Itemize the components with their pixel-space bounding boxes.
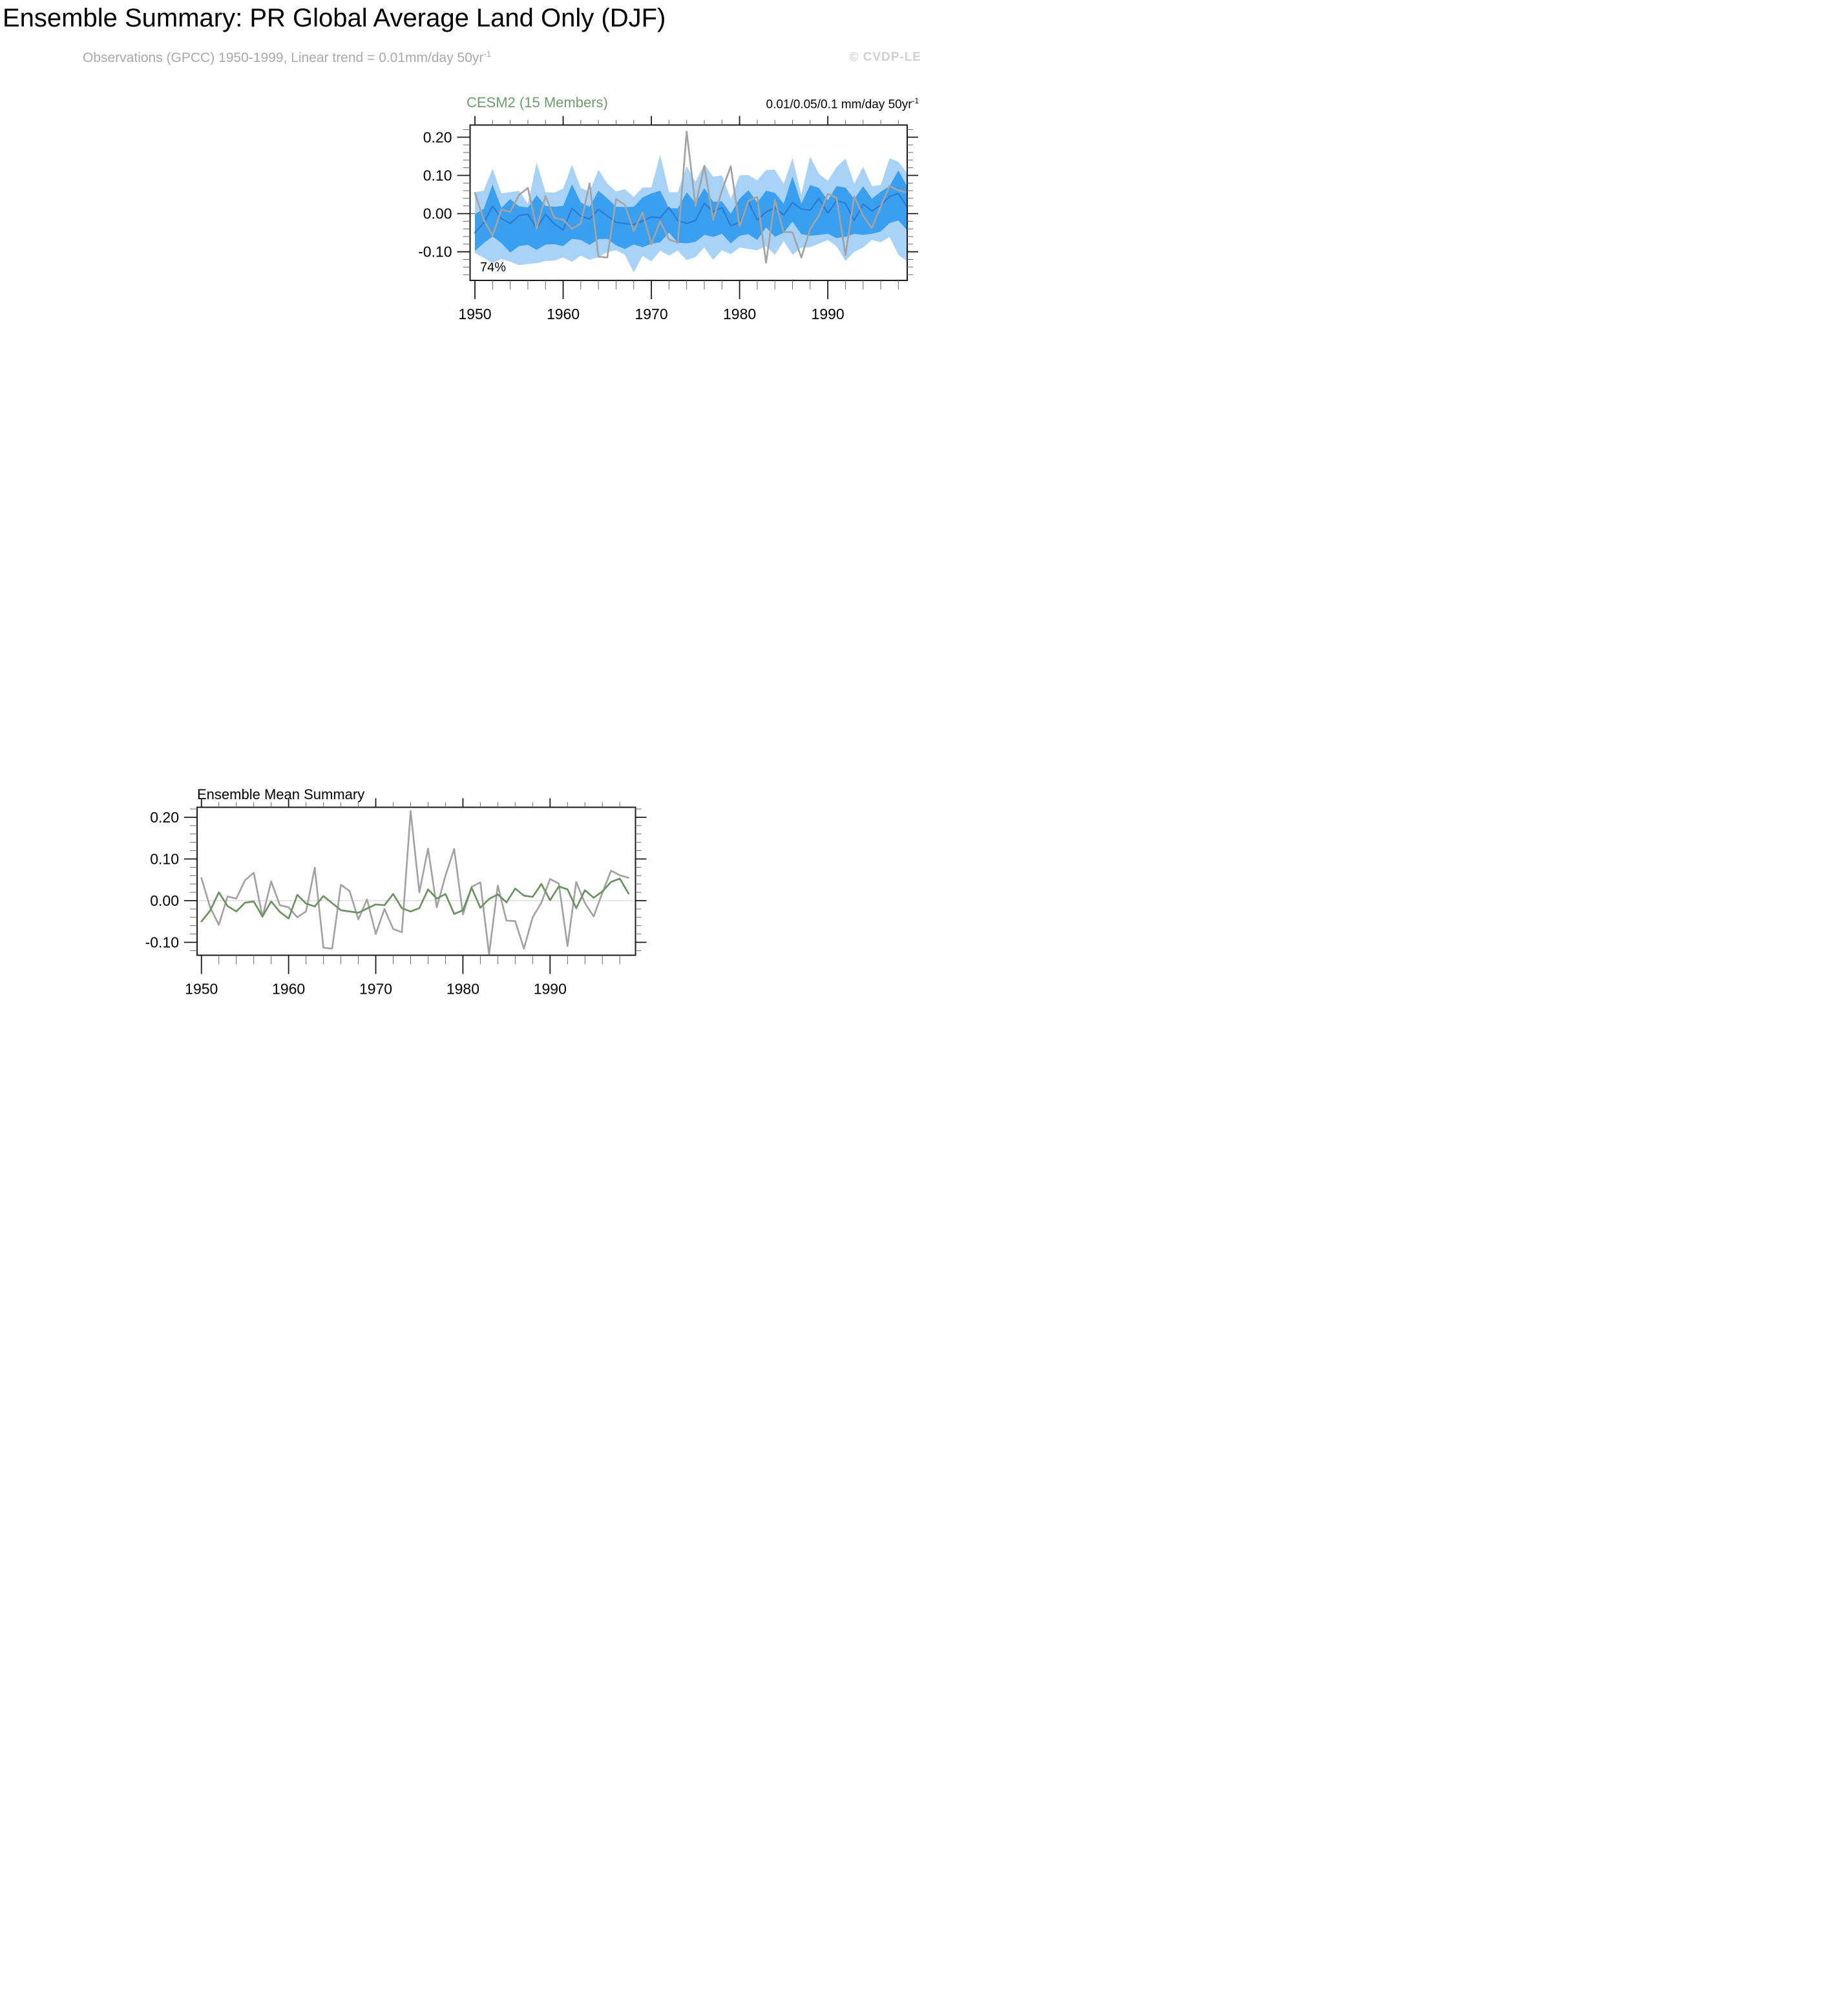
chart2-title: Ensemble Mean Summary: [197, 786, 365, 802]
trend-annotation-superscript: -1: [912, 97, 919, 105]
y-tick-label: 0.00: [423, 205, 452, 222]
x-tick-label: 1960: [272, 980, 306, 998]
cvdp-watermark: © CVDP-LE: [849, 50, 921, 64]
y-tick-label: 0.00: [150, 892, 179, 909]
observations-line: [202, 811, 629, 954]
y-tick-label: 0.10: [150, 850, 179, 868]
subtitle-superscript: -1: [483, 49, 491, 59]
x-tick-label: 1970: [635, 306, 668, 322]
x-tick-label: 1970: [359, 980, 393, 998]
x-tick-label: 1980: [446, 980, 480, 998]
x-tick-label: 1990: [811, 306, 845, 322]
x-tick-label: 1950: [458, 306, 492, 322]
ensemble-mean-summary-chart: [0, 0, 924, 1000]
y-tick-label: -0.10: [418, 243, 452, 260]
chart1-title: CESM2 (15 Members): [467, 94, 608, 110]
page: [0, 0, 924, 1000]
trend-annotation-text: 0.01/0.05/0.1 mm/day 50yr: [766, 98, 912, 112]
y-tick-label: 0.10: [423, 167, 452, 184]
y-tick-label: 0.20: [423, 129, 452, 146]
x-tick-label: 1980: [723, 306, 757, 322]
x-tick-label: 1990: [533, 980, 567, 998]
y-tick-label: 0.20: [150, 808, 179, 826]
x-tick-label: 1950: [185, 980, 218, 998]
ensemble-mean-line: [202, 879, 629, 921]
plot-area: [197, 811, 636, 954]
x-tick-label: 1960: [546, 306, 580, 322]
agreement-percentage-label: 74%: [480, 260, 507, 275]
subtitle-text: Observations (GPCC) 1950-1999, Linear trend = 0.01mm/day 50yr: [83, 50, 484, 65]
page-title: Ensemble Summary: PR Global Average Land Only (DJF): [3, 4, 666, 32]
y-tick-label: -0.10: [145, 934, 179, 951]
